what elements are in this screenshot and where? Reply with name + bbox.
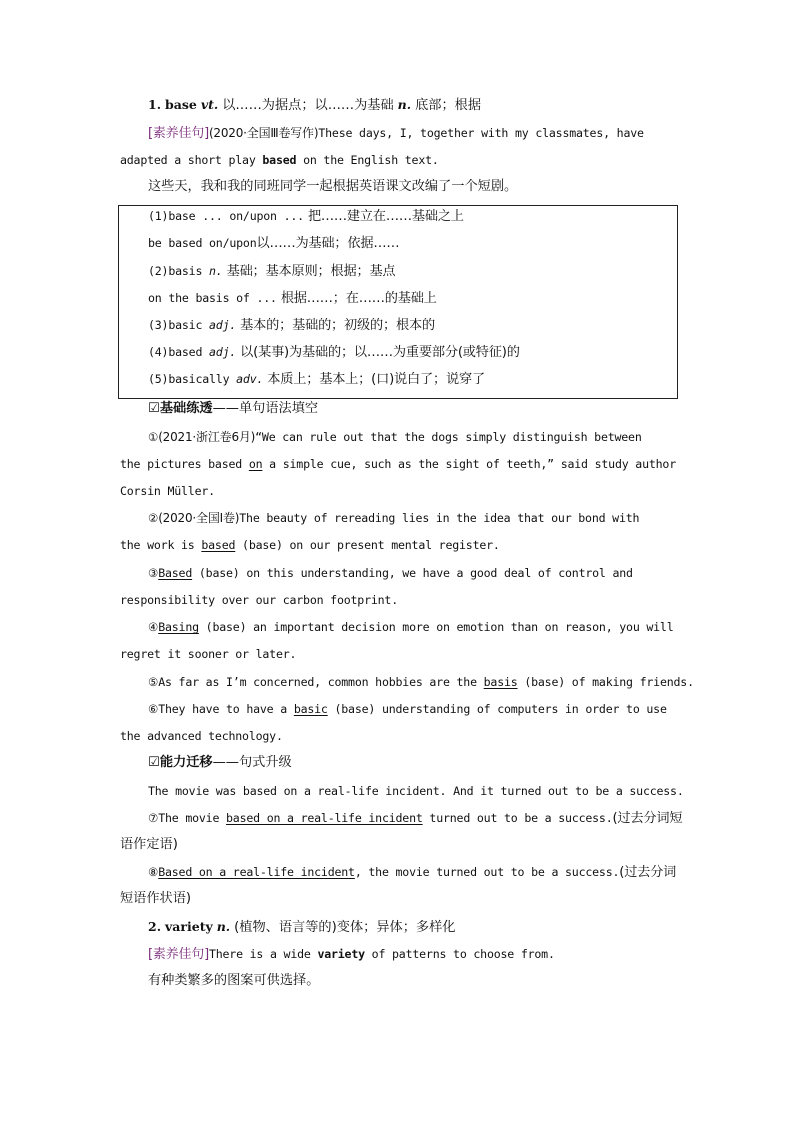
sentence-text: , the movie turned out to be a success. <box>354 865 620 879</box>
phrase-cn: 以……为基础；依据…… <box>256 236 400 251</box>
part-of-speech: vt. <box>200 97 219 112</box>
sentence-text: the work is <box>120 538 202 552</box>
phrase-en: (2)basis <box>148 264 210 278</box>
section-title: 能力迁移 <box>159 755 213 770</box>
example-sentence-line <box>148 945 555 964</box>
answer-blank: basic <box>293 702 328 716</box>
item-number: ⑤ <box>148 675 159 689</box>
phrase-cn: 基本的；基础的；初级的；根本的 <box>236 318 435 333</box>
section-title: 基础练透 <box>159 401 213 416</box>
sentence-text: They have to have a <box>158 702 294 716</box>
part-of-speech: adv. <box>236 372 264 386</box>
answer-blank: basis <box>483 675 518 689</box>
section-subtitle: ——句式升级 <box>212 755 292 770</box>
section-heading-skill-transfer <box>148 754 292 772</box>
source-note: (2020·全国Ⅰ卷) <box>158 511 240 525</box>
headword: variety <box>165 919 213 934</box>
part-of-speech: adj. <box>209 345 237 359</box>
label-tag: [素养佳句] <box>148 126 209 141</box>
exercise-item <box>120 455 676 473</box>
sentence-text: (base) of making friends. <box>517 675 694 689</box>
grammar-note: (过去分词 <box>619 865 677 880</box>
item-number: ② <box>148 511 159 525</box>
sentence-text: (base) on our present mental register. <box>235 538 500 552</box>
source-sentence: The movie was based on a real-life incident. And it turned out to be a success. <box>148 784 684 798</box>
part-of-speech: n. <box>216 919 231 934</box>
exercise-item: Corsin Müller. <box>120 484 215 498</box>
phrase-item <box>148 262 395 281</box>
phrase-item <box>148 234 399 253</box>
grammar-note: 语作定语) <box>120 837 178 852</box>
answer-blank: Based <box>158 566 193 580</box>
label-tag: [素养佳句] <box>148 947 209 962</box>
exercise-item: the advanced technology. <box>120 729 283 743</box>
keyword: variety <box>317 947 365 961</box>
checkbox-icon: ☑ <box>148 401 160 416</box>
item-number: ⑧ <box>148 865 159 879</box>
source-note: (2020·全国Ⅲ卷写作) <box>208 126 319 140</box>
entry-number: 2. <box>148 919 162 934</box>
exercise-item <box>148 509 639 527</box>
phrase-en: on the basis of ... <box>148 291 277 305</box>
answer-blank: on <box>248 457 263 471</box>
example-sentence-line <box>120 151 439 169</box>
exercise-item <box>148 863 676 882</box>
phrase-item <box>148 370 485 389</box>
grammar-note: (过去分词短 <box>612 811 683 826</box>
exercise-item: regret it sooner or later. <box>120 647 297 661</box>
answer-blank: based on a real-life incident <box>226 811 423 825</box>
phrase-en: be based on/upon <box>148 236 257 250</box>
sentence-text: The movie <box>158 811 227 825</box>
sentence-text: turned out to be a success. <box>422 811 613 825</box>
exercise-item <box>148 428 642 446</box>
sentence-text: There is a wide <box>208 947 318 961</box>
checkbox-icon: ☑ <box>148 755 160 770</box>
phrase-item <box>148 207 464 226</box>
phrase-en: (1)base ... on/upon ... <box>148 209 304 223</box>
answer-blank: Basing <box>158 620 199 634</box>
definition: 以……为据点；以……为基础 <box>222 98 394 113</box>
section-heading-basic-practice <box>148 400 318 418</box>
exercise-item <box>148 564 633 582</box>
exercise-item <box>148 673 694 691</box>
item-number: ⑥ <box>148 702 159 716</box>
phrase-item <box>148 316 435 335</box>
phrase-cn: 把……建立在……基础之上 <box>303 209 464 224</box>
entry-heading-base <box>148 96 481 115</box>
part-of-speech: n. <box>209 264 223 278</box>
phrase-en: (5)basically <box>148 372 237 386</box>
phrase-item <box>148 343 520 362</box>
phrase-en: (3)basic <box>148 318 210 332</box>
sentence-text: adapted a short play <box>120 153 263 167</box>
headword: base <box>165 97 197 112</box>
entry-heading-variety <box>148 918 455 937</box>
item-number: ③ <box>148 566 159 580</box>
item-number: ④ <box>148 620 159 634</box>
section-subtitle: ——单句语法填空 <box>212 401 319 416</box>
answer-blank: Based on a real-life incident <box>158 865 355 879</box>
part-of-speech: n. <box>397 97 412 112</box>
sentence-text: The beauty of rereading lies in the idea that our bond with <box>239 511 640 525</box>
exercise-item <box>120 536 500 554</box>
sentence-text: a simple cue, such as the sight of teeth,” said study author <box>262 457 676 471</box>
item-number: ⑦ <box>148 811 159 825</box>
entry-number: 1. <box>148 97 162 112</box>
phrase-item <box>148 289 437 308</box>
definition: (植物、语言等的)变体；异体；多样化 <box>234 920 456 935</box>
sentence-text: the pictures based <box>120 457 249 471</box>
sentence-text: These days, I, together with my classmates, have <box>318 126 644 140</box>
answer-blank: based <box>201 538 236 552</box>
item-number: ① <box>148 430 159 444</box>
sentence-text: (base) understanding of computers in order to use <box>327 702 667 716</box>
example-sentence-line <box>148 124 644 143</box>
sentence-text: As far as I’m concerned, common hobbies are the <box>158 675 484 689</box>
exercise-item: responsibility over our carbon footprint. <box>120 593 398 607</box>
phrase-cn: 以(某事)为基础的；以……为重要部分(或特征)的 <box>236 345 520 360</box>
translation: 有种类繁多的图案可供选择。 <box>148 973 320 988</box>
sentence-text: “We can rule out that the dogs simply distinguish between <box>255 430 642 444</box>
sentence-text: (base) an important decision more on emotion than on reason, you will <box>198 620 674 634</box>
translation: 这些天，我和我的同班同学一起根据英语课文改编了一个短剧。 <box>148 179 518 194</box>
sentence-text: of patterns to choose from. <box>364 947 555 961</box>
phrase-en: (4)based <box>148 345 210 359</box>
exercise-item <box>148 618 674 636</box>
source-note: (2021·浙江卷6月) <box>158 430 256 444</box>
definition: 底部；根据 <box>415 98 482 113</box>
sentence-text: (base) on this understanding, we have a good deal of control and <box>192 566 633 580</box>
phrase-cn: 根据……；在……的基础上 <box>276 291 437 306</box>
exercise-item <box>148 700 667 718</box>
part-of-speech: adj. <box>209 318 237 332</box>
phrase-cn: 基础；基本原则；根据；基点 <box>222 264 396 279</box>
phrase-cn: 本质上；基本上；(口)说白了；说穿了 <box>263 372 485 387</box>
keyword: based <box>262 153 297 167</box>
exercise-item <box>148 809 682 828</box>
grammar-note: 短语作状语) <box>120 891 192 906</box>
sentence-text: on the English text. <box>296 153 439 167</box>
